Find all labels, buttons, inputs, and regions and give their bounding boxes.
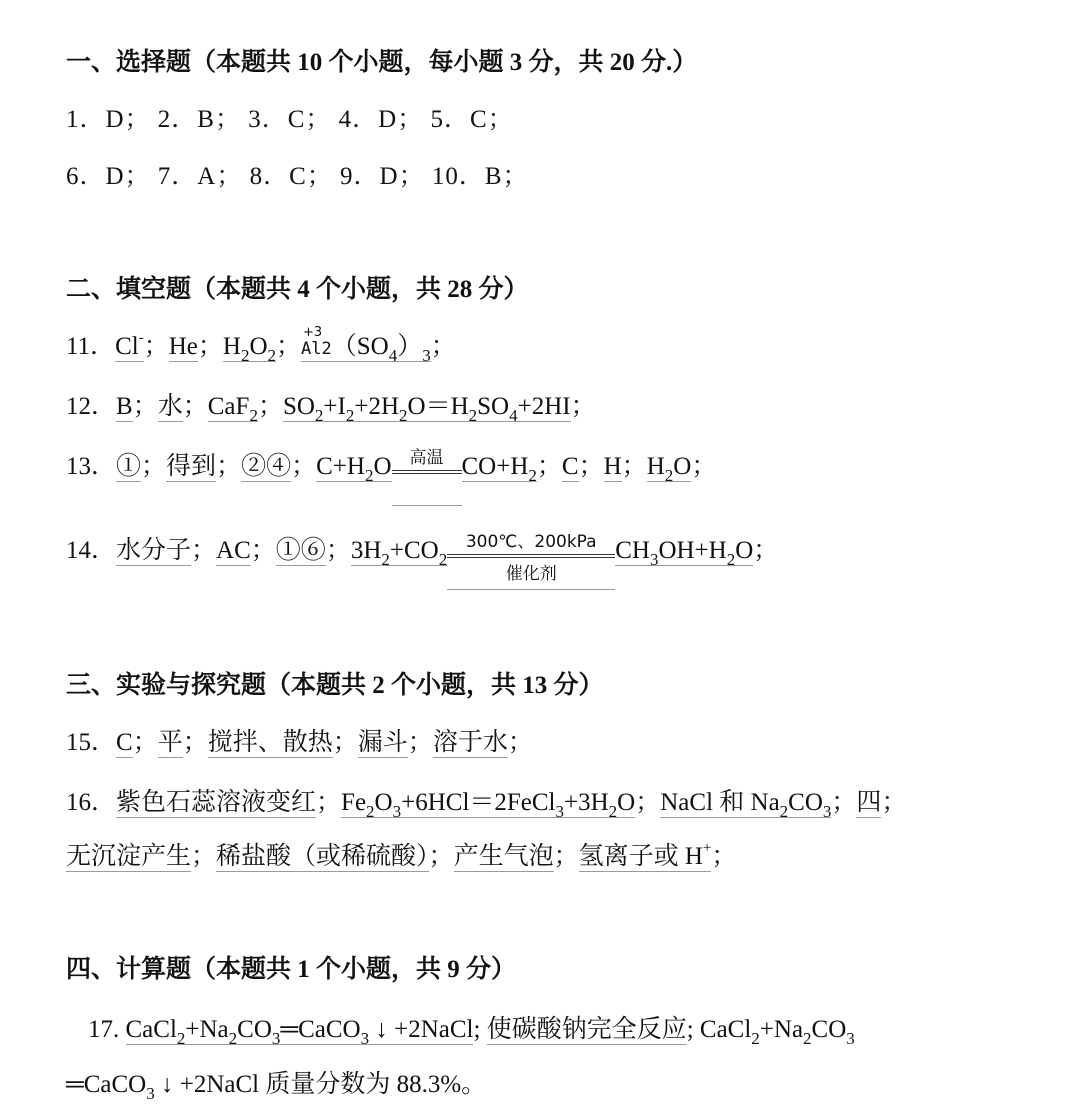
- subscript: 2: [381, 550, 390, 569]
- text-run: SO: [477, 393, 510, 420]
- text-run: ；: [250, 537, 276, 564]
- text-run: ；: [570, 393, 596, 420]
- subscript: 3: [846, 1029, 855, 1048]
- text-run: 得到: [166, 453, 217, 480]
- underlined-answer: [241, 453, 291, 482]
- subscript: 3: [422, 346, 431, 365]
- underlined-answer: [454, 843, 554, 872]
- underlined-answer: [316, 453, 392, 485]
- text-run: ）: [397, 333, 423, 360]
- condition-over: 300℃、200kPa: [465, 532, 597, 552]
- text-run: 使碳酸钠完全反应: [486, 1016, 687, 1043]
- text-run: 1．D； 2．B； 3．C； 4．D； 5．C；: [66, 106, 514, 133]
- text-run: O: [735, 537, 754, 564]
- text-run: ；: [536, 453, 562, 480]
- text-run: CO: [811, 1016, 847, 1043]
- underlined-answer: [216, 537, 251, 566]
- underlined-answer: [116, 789, 316, 818]
- text-run: ；: [578, 453, 604, 480]
- underlined-answer: [856, 789, 881, 818]
- subscript: 2: [345, 406, 355, 425]
- text-run: CH: [615, 537, 650, 564]
- text-run: CaCl: [125, 1016, 177, 1043]
- text-run: 水: [157, 393, 183, 420]
- text-run: ；: [881, 789, 907, 816]
- text-run: 平: [157, 729, 183, 756]
- subscript: 3: [822, 802, 832, 821]
- text-run: +2HI: [517, 393, 571, 420]
- text-run: H: [646, 453, 665, 480]
- valence-value: +3: [303, 325, 323, 340]
- text-run: ；: [621, 453, 647, 480]
- reaction-condition-equals: [447, 532, 615, 584]
- text-run: ；: [143, 333, 169, 360]
- underlined-answer: [282, 393, 571, 425]
- text-run: 漏斗: [357, 729, 408, 756]
- underlined-answer: [158, 729, 183, 758]
- text-run: ；: [407, 729, 433, 756]
- underlined-answer: [125, 1016, 474, 1048]
- text-run: O: [673, 453, 692, 480]
- underlined-answer: [358, 729, 408, 758]
- text-run: ;: [473, 1016, 487, 1043]
- text-run: +2H: [354, 393, 400, 420]
- condition-under: 催化剂: [505, 564, 557, 584]
- text-run: ；: [316, 789, 342, 816]
- text-run: 15．: [66, 729, 117, 756]
- answer-line-1-5: [66, 105, 514, 135]
- text-run: ；: [430, 333, 456, 360]
- underlined-answer: [578, 840, 712, 872]
- underlined-answer: [208, 729, 333, 758]
- element-symbol: Al2: [301, 339, 332, 359]
- text-run: C+H: [316, 453, 365, 480]
- underlined-answer: [433, 729, 508, 758]
- text-run: ; CaCl: [686, 1016, 752, 1043]
- underlined-answer: [116, 729, 133, 758]
- text-run: CaF: [207, 393, 250, 420]
- text-run: CO: [788, 789, 823, 816]
- underlined-answer: [158, 393, 183, 422]
- text-run: O＝H: [407, 393, 469, 420]
- underlined-answer: [169, 333, 198, 362]
- text-run: ；: [635, 789, 661, 816]
- section-heading-fill: 二、填空题（本题共 4 个小题，共 28 分）: [66, 276, 529, 303]
- text-run: ═CaCO: [280, 1016, 361, 1043]
- text-run: OH+H: [658, 537, 727, 564]
- text-run: ；: [132, 729, 158, 756]
- answer-line-17: [88, 1015, 855, 1047]
- section-heading-calculation: 四、计算题（本题共 1 个小题，共 9 分）: [66, 956, 517, 983]
- text-run: ；: [191, 537, 217, 564]
- underlined-answer: [660, 789, 832, 821]
- text-run: ；: [197, 333, 223, 360]
- subscript: 3: [555, 802, 565, 821]
- text-run: +Na: [185, 1016, 229, 1043]
- text-run: 水分子: [116, 537, 192, 564]
- underlined-answer: [222, 333, 277, 365]
- subscript: 2: [176, 1029, 186, 1048]
- text-run: 13．: [66, 453, 117, 480]
- text-run: 6．D； 7．A； 8．C； 9．D； 10．B；: [66, 163, 529, 190]
- text-run: C: [561, 453, 579, 480]
- text-run: ；: [257, 393, 283, 420]
- text-run: 紫色石蕊溶液变红: [116, 789, 317, 816]
- text-run: 12．: [66, 393, 117, 420]
- subscript: 3: [649, 550, 659, 569]
- text-run: C: [116, 729, 133, 756]
- subscript: 2: [399, 406, 408, 425]
- text-run: CO: [237, 1016, 272, 1043]
- underlined-answer: [341, 789, 636, 821]
- subscript: 2: [528, 466, 537, 485]
- superscript: -: [138, 330, 144, 346]
- subscript: 2: [267, 346, 277, 365]
- text-run: ；: [831, 789, 857, 816]
- text-run: ↓ +2NaCl: [369, 1016, 474, 1043]
- text-run: ；: [332, 729, 358, 756]
- underlined-answer: [276, 537, 326, 566]
- text-run: 无沉淀产生: [66, 843, 192, 870]
- condition-over: 高温: [409, 448, 444, 468]
- text-run: +I: [323, 393, 346, 420]
- text-run: 稀盐酸（或稀硫酸）: [216, 843, 429, 870]
- text-run: Fe: [341, 789, 367, 816]
- underlined-answer: [562, 453, 579, 482]
- text-run: ；: [325, 537, 351, 564]
- underlined-answer: [66, 843, 191, 872]
- text-run: 3H: [350, 537, 382, 564]
- text-run: ；: [182, 729, 208, 756]
- text-run: ；: [182, 393, 208, 420]
- underlined-answer: [350, 537, 448, 569]
- text-run: 四: [856, 789, 882, 816]
- answer-line-11: [66, 325, 456, 365]
- text-run: ①: [116, 453, 142, 480]
- subscript: 2: [228, 1029, 238, 1048]
- subscript: 3: [392, 802, 402, 821]
- text-run: H: [603, 453, 622, 480]
- text-run: SO: [282, 393, 315, 420]
- answer-line-15: [66, 728, 533, 758]
- text-run: ；: [753, 537, 779, 564]
- section-heading-choice: 一、选择题（本题共 10 个小题，每小题 3 分，共 20 分.）: [66, 49, 698, 76]
- text-run: 搅拌、散热: [207, 729, 333, 756]
- text-run: ；: [691, 453, 717, 480]
- text-run: ；: [216, 453, 242, 480]
- text-run: （SO: [331, 333, 389, 360]
- subscript: 3: [146, 1084, 155, 1103]
- text-run: O: [374, 789, 393, 816]
- underlined-answer: [116, 537, 191, 566]
- text-run: ②④: [241, 453, 292, 480]
- text-run: 溶于水: [432, 729, 508, 756]
- text-run: O: [373, 453, 392, 480]
- answer-line-16-cont: [66, 842, 736, 875]
- text-run: ；: [507, 729, 533, 756]
- text-run: ；: [276, 333, 302, 360]
- text-run: 17.: [88, 1016, 126, 1043]
- underlined-answer: [116, 453, 141, 482]
- underlined-answer: [207, 393, 258, 425]
- text-run: He: [168, 333, 198, 360]
- subscript: 3: [271, 1029, 281, 1048]
- text-run: Cl: [115, 333, 139, 360]
- reaction-condition-equals: [392, 448, 462, 474]
- text-run: O: [249, 333, 268, 360]
- underlined-answer: [115, 330, 144, 362]
- text-run: B: [116, 393, 133, 420]
- subscript: 2: [803, 1029, 812, 1048]
- underlined-answer: [646, 453, 692, 485]
- answer-underline: [392, 505, 462, 506]
- subscript: 2: [364, 466, 374, 485]
- text-run: CO+H: [461, 453, 529, 480]
- subscript: 2: [779, 802, 789, 821]
- subscript: 2: [468, 406, 478, 425]
- text-run: H: [222, 333, 241, 360]
- subscript: 2: [249, 406, 258, 425]
- text-run: +6HCl＝2FeCl: [401, 789, 556, 816]
- section-heading-experiment: 三、实验与探究题（本题共 2 个小题，共 13 分）: [66, 672, 604, 699]
- answer-line-14: [66, 532, 779, 584]
- underlined-answer: [604, 453, 622, 482]
- answer-underline: [447, 589, 615, 590]
- text-run: +Na: [759, 1016, 804, 1043]
- text-run: ；: [428, 843, 454, 870]
- subscript: 4: [388, 346, 398, 365]
- text-run: ；: [711, 843, 737, 870]
- underlined-answer: [615, 537, 754, 569]
- text-run: ；: [141, 453, 167, 480]
- subscript: 2: [664, 466, 674, 485]
- text-run: ；: [132, 393, 158, 420]
- subscript: 2: [240, 346, 250, 365]
- text-run: NaCl 和 Na: [660, 789, 780, 816]
- underlined-answer: [301, 325, 431, 365]
- subscript: 2: [366, 802, 375, 821]
- text-run: +3H: [564, 789, 609, 816]
- text-run: 11．: [66, 333, 116, 360]
- subscript: 2: [438, 550, 448, 569]
- superscript: +: [702, 840, 712, 856]
- subscript: 2: [608, 802, 618, 821]
- text-run: ；: [191, 843, 217, 870]
- answer-line-16: [66, 788, 906, 820]
- text-run: ═CaCO: [66, 1071, 147, 1098]
- subscript: 3: [360, 1029, 370, 1048]
- text-run: 氢离子或 H: [578, 843, 703, 870]
- subscript: 2: [726, 550, 736, 569]
- underlined-answer: [487, 1016, 687, 1045]
- text-run: 14．: [66, 537, 117, 564]
- text-run: ↓ +2NaCl 质量分数为 88.3%。: [154, 1071, 487, 1098]
- answer-line-6-10: [66, 162, 529, 192]
- valence-notation: [301, 325, 332, 365]
- answer-line-13: [66, 448, 717, 485]
- underlined-answer: [216, 843, 429, 872]
- text-run: 16．: [66, 789, 117, 816]
- underlined-answer: [166, 453, 216, 482]
- subscript: 2: [314, 406, 324, 425]
- subscript: 2: [751, 1029, 760, 1048]
- answer-line-12: [66, 392, 596, 424]
- text-run: ①⑥: [275, 537, 326, 564]
- answer-line-17-cont: [66, 1070, 486, 1102]
- text-run: +CO: [389, 537, 439, 564]
- text-run: ；: [291, 453, 317, 480]
- text-run: 产生气泡: [453, 843, 554, 870]
- text-run: AC: [216, 537, 251, 564]
- text-run: O: [617, 789, 636, 816]
- subscript: 4: [509, 406, 518, 425]
- text-run: ；: [553, 843, 579, 870]
- underlined-answer: [461, 453, 537, 485]
- underlined-answer: [116, 393, 133, 422]
